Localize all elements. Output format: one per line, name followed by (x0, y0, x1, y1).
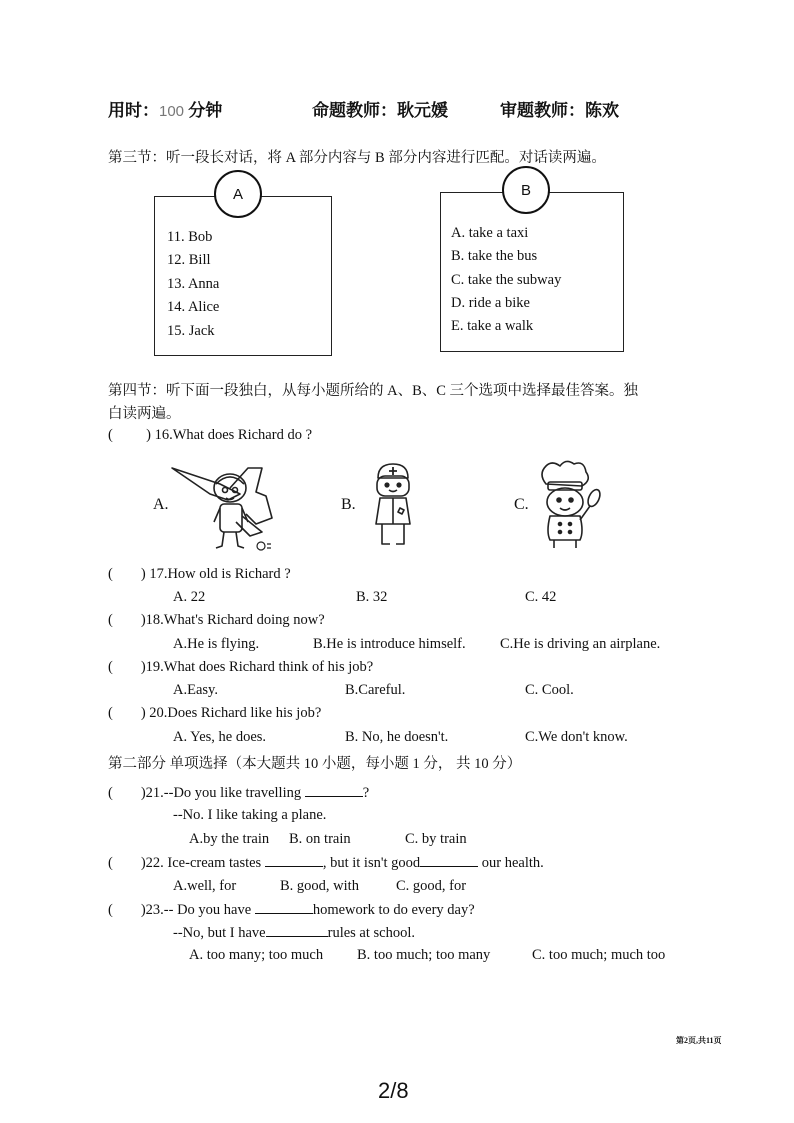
answer-paren-open: ( (108, 705, 113, 721)
fill-blank[interactable] (305, 784, 363, 797)
q21-option-b: B. on train (289, 831, 351, 847)
question-19-text: )19.What does Richard think of his job? (140, 659, 374, 675)
answer-paren-open: ( (108, 427, 113, 443)
box-b-label: B (502, 166, 550, 214)
q23-response (173, 924, 415, 942)
question-22-text-mid: , but it isn't good (322, 855, 421, 871)
q20-option-a: A. Yes, he does. (173, 729, 267, 745)
duration-label: 用时： (108, 101, 159, 120)
duration-unit: 分钟 (188, 101, 223, 120)
question-18-text: )18.What's Richard doing now? (140, 612, 325, 628)
q19-option-a: A.Easy. (173, 682, 218, 698)
question-19 (108, 659, 373, 676)
answer-paren-open: ( (108, 612, 113, 628)
box-a-label: A (214, 170, 262, 218)
q19-option-b: B.Careful. (345, 682, 406, 698)
fill-blank[interactable] (266, 924, 328, 937)
answer-paren-open: ( (108, 566, 113, 582)
box-a-item: 13. Anna (167, 276, 220, 292)
doctor-illustration (368, 460, 418, 550)
answer-paren-close: ) (140, 566, 146, 582)
q23-option-c: C. too much; much too (532, 947, 666, 963)
match-box-b (440, 192, 624, 352)
answer-paren-open: ( (108, 855, 113, 871)
fill-blank[interactable] (420, 854, 478, 867)
question-21-text: )21.--Do you like travelling (140, 785, 302, 801)
section4-instruction-line2: 白读两遍。 (108, 406, 181, 422)
q21-response: --No. I like taking a plane. (173, 807, 327, 823)
q22-option-b: B. good, with (280, 878, 359, 894)
answer-paren-open: ( (108, 785, 113, 801)
box-b-item: B. take the bus (451, 248, 538, 264)
author-line: 命题教师：耿元媛 (312, 101, 448, 120)
question-22-text: )22. Ice-cream tastes (140, 855, 262, 871)
question-18 (108, 612, 325, 629)
box-b-item: E. take a walk (451, 318, 534, 334)
q23-option-b: B. too much; too many (357, 947, 491, 963)
section3-instruction: 第三节：听一段长对话，将 A 部分内容与 B 部分内容进行匹配。对话读两遍。 (108, 150, 606, 166)
box-a-item: 12. Bill (167, 252, 211, 268)
fill-blank[interactable] (265, 854, 323, 867)
question-17-text: 17.How old is Richard ? (149, 566, 291, 582)
q17-option-b: B. 32 (356, 589, 388, 605)
page-info: 第2页,共11页 (676, 1036, 722, 1045)
exam-duration (108, 96, 222, 121)
box-a-item: 15. Jack (167, 323, 215, 339)
option-a-label: A. (153, 496, 169, 513)
fill-blank[interactable] (255, 901, 313, 914)
box-a-item: 11. Bob (167, 229, 213, 245)
page-counter: 2/8 (378, 1078, 409, 1103)
q22-option-c: C. good, for (396, 878, 467, 894)
question-23 (108, 901, 475, 919)
box-b-item: D. ride a bike (451, 295, 530, 311)
question-21 (108, 784, 369, 802)
q19-option-c: C. Cool. (525, 682, 574, 698)
question-20 (108, 705, 321, 722)
box-b-item: C. take the subway (451, 272, 562, 288)
answer-paren-open: ( (108, 659, 113, 675)
q22-option-a: A.well, for (173, 878, 237, 894)
pilot-illustration (170, 458, 275, 554)
app-logo-icon (257, 542, 271, 550)
question-17 (108, 566, 291, 583)
box-a-item: 14. Alice (167, 299, 220, 315)
q21-option-a: A.by the train (189, 831, 270, 847)
reviewer-line: 审题教师：陈欢 (500, 101, 619, 120)
q20-option-b: B. No, he doesn't. (345, 729, 449, 745)
chef-illustration (532, 458, 606, 550)
duration-value: 100 (159, 103, 185, 120)
question-22 (108, 854, 544, 872)
q18-option-a: A.He is flying. (173, 636, 260, 652)
q20-option-c: C.We don't know. (525, 729, 628, 745)
match-box-a (154, 196, 332, 356)
question-mark: ? (362, 785, 370, 801)
q18-option-c: C.He is driving an airplane. (500, 636, 661, 652)
answer-paren-open: ( (108, 902, 113, 918)
q23-option-a: A. too many; too much (189, 947, 324, 963)
option-c-label: C. (514, 496, 529, 513)
question-22-text-end: our health. (481, 855, 544, 871)
section4-instruction-line1: 第四节：听下面一段独白，从每小题所给的 A、B、C 三个选项中选择最佳答案。独 (108, 383, 639, 399)
question-23-text-end: homework to do every day? (312, 902, 475, 918)
box-b-item: A. take a taxi (451, 225, 529, 241)
option-b-label: B. (341, 496, 356, 513)
question-16 (108, 427, 312, 444)
answer-paren-close: ) (146, 427, 151, 443)
question-23-text: )23.-- Do you have (140, 902, 252, 918)
q17-option-a: A. 22 (173, 589, 206, 605)
q23-response-start: --No, but I have (173, 925, 266, 941)
q18-option-b: B.He is introduce himself. (313, 636, 466, 652)
q21-option-c: C. by train (405, 831, 467, 847)
q23-response-end: rules at school. (327, 925, 415, 941)
question-16-text: 16.What does Richard do ? (154, 427, 313, 443)
question-20-text: ) 20.Does Richard like his job? (140, 705, 322, 721)
part2-heading: 第二部分 单项选择（本大题共 10 小题，每小题 1 分， 共 10 分） (108, 756, 522, 772)
q17-option-c: C. 42 (525, 589, 557, 605)
